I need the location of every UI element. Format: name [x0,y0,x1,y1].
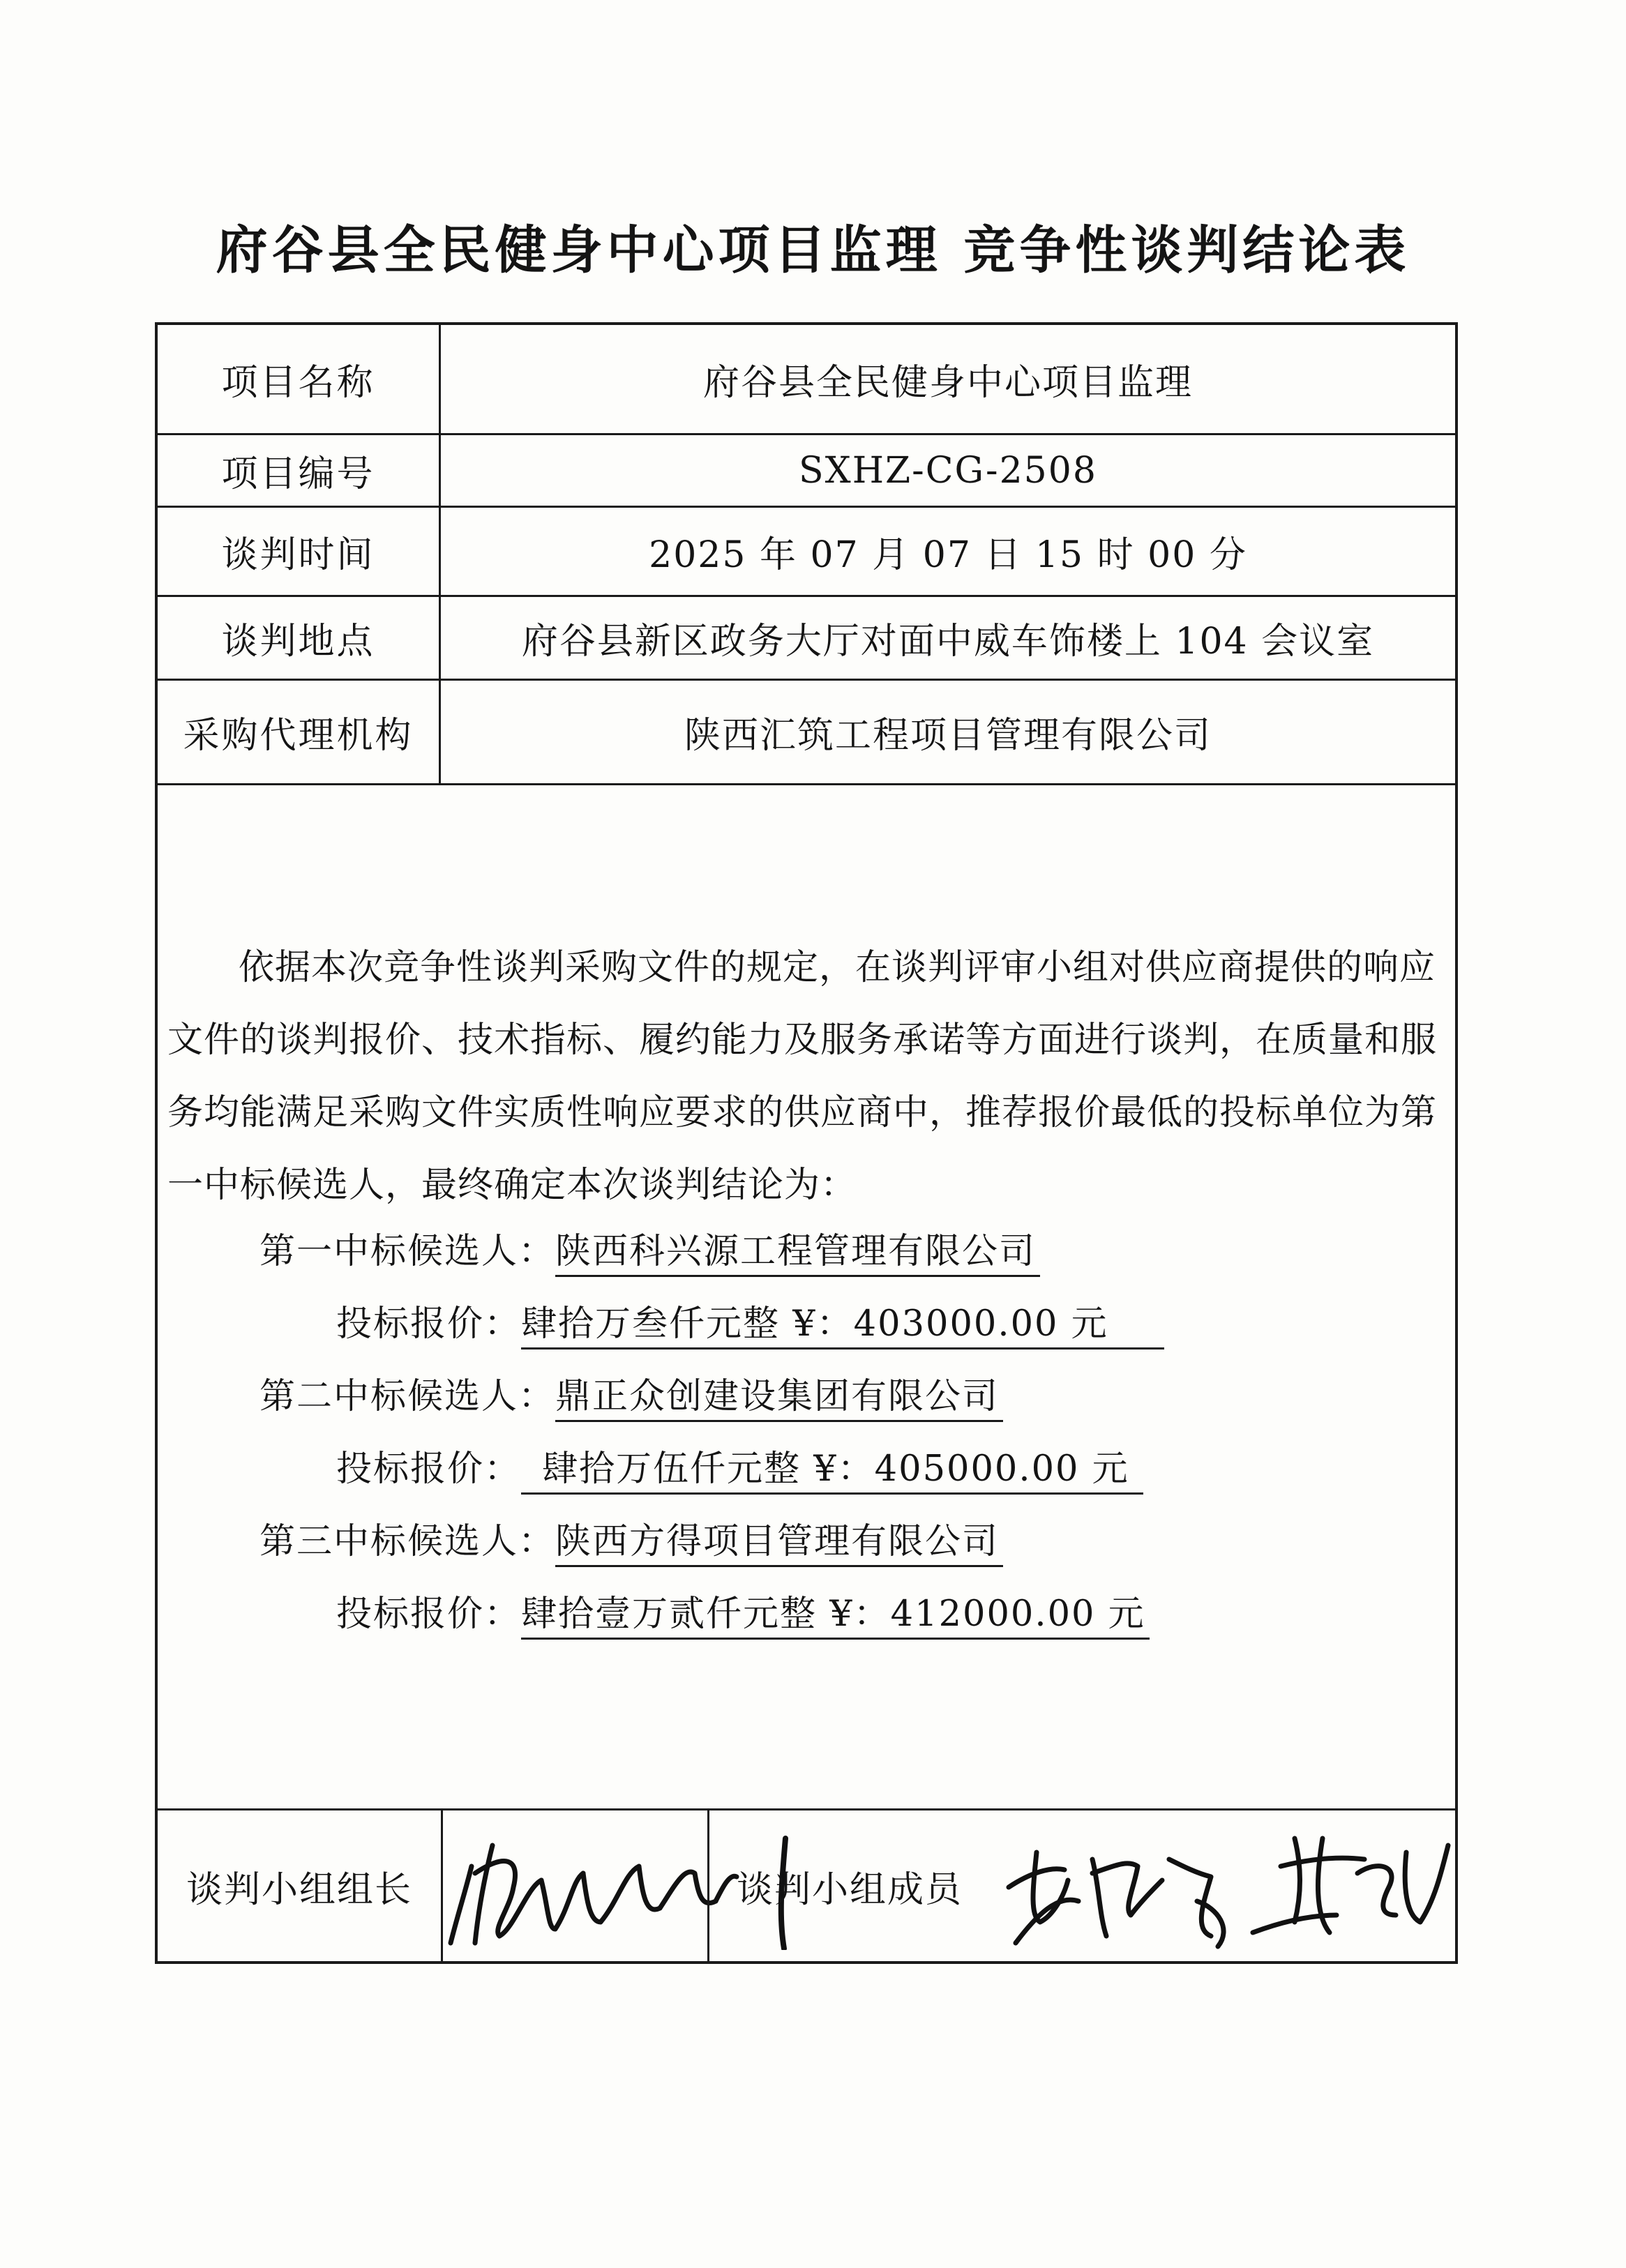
candidate-2-name: 鼎正众创建设集团有限公司 [555,1376,1003,1422]
row-negotiation-time [158,508,1455,597]
candidate-2-price-line [336,1439,1143,1491]
candidate-3-price: 肆拾壹万贰仟元整 ¥：412000.00 元 [521,1594,1150,1640]
candidate-3-price-line [336,1585,1150,1636]
candidate-3-rank: 第三中标候选人： [259,1521,556,1562]
negotiation-time-label: 谈判时间 [158,508,441,595]
candidate-3-line [259,1512,1003,1564]
candidate-1-price: 肆拾万叁仟元整 ¥：403000.00 元 [521,1303,1164,1350]
conclusion-cell [158,785,1455,1810]
candidate-2-line [259,1367,1003,1419]
document-title: 府谷县全民健身中心项目监理 竞争性谈判结论表 [216,220,1410,280]
negotiation-location-label: 谈判地点 [158,597,441,679]
negotiation-location-value: 府谷县新区政务大厅对面中威车饰楼上 104 会议室 [521,621,1375,663]
members-signature [988,1810,1455,1957]
project-number-value: SXHZ-CG-2508 [799,449,1097,492]
row-agency [158,681,1455,785]
candidate-2-price: 肆拾万伍仟元整 ¥：405000.00 元 [521,1449,1143,1495]
signature-row [158,1810,1455,1961]
members-label: 谈判小组成员 [736,1868,963,1911]
row-project-number [158,435,1455,508]
candidate-1-price-label: 投标报价： [336,1303,522,1345]
candidate-1-name: 陕西科兴源工程管理有限公司 [555,1231,1040,1277]
agency-label: 采购代理机构 [158,681,441,783]
leader-label: 谈判小组组长 [186,1868,412,1911]
candidate-3-name: 陕西方得项目管理有限公司 [555,1521,1003,1567]
conclusion-form [155,322,1458,1964]
negotiation-time-value: 2025 年 07 月 07 日 15 时 00 分 [649,534,1247,576]
candidate-1-rank: 第一中标候选人： [259,1231,556,1272]
divider-1 [441,1810,443,1961]
conclusion-paragraph: 依据本次竞争性谈判采购文件的规定，在谈判评审小组对供应商提供的响应文件的谈判报价、技术指标、履约能力及服务承诺等方面进行谈判，在质量和服务均能满足采购文件实质性响应要求的供应商中，推荐报价最低的投标单位为第一中标候选人，最终确定本次谈判结论为： [167,947,1438,1206]
candidate-3-price-label: 投标报价： [336,1594,522,1635]
candidate-2-price-label: 投标报价： [336,1449,522,1490]
candidate-1-price-line [336,1294,1164,1346]
candidate-1-line [259,1222,1040,1273]
row-negotiation-location [158,597,1455,681]
project-number-label: 项目编号 [158,435,441,506]
divider-2 [707,1810,709,1961]
project-name-value: 府谷县全民健身中心项目监理 [702,362,1193,404]
candidate-2-rank: 第二中标候选人： [259,1376,556,1417]
row-project-name [158,325,1455,435]
agency-value: 陕西汇筑工程项目管理有限公司 [684,715,1212,757]
project-name-label: 项目名称 [158,325,441,433]
